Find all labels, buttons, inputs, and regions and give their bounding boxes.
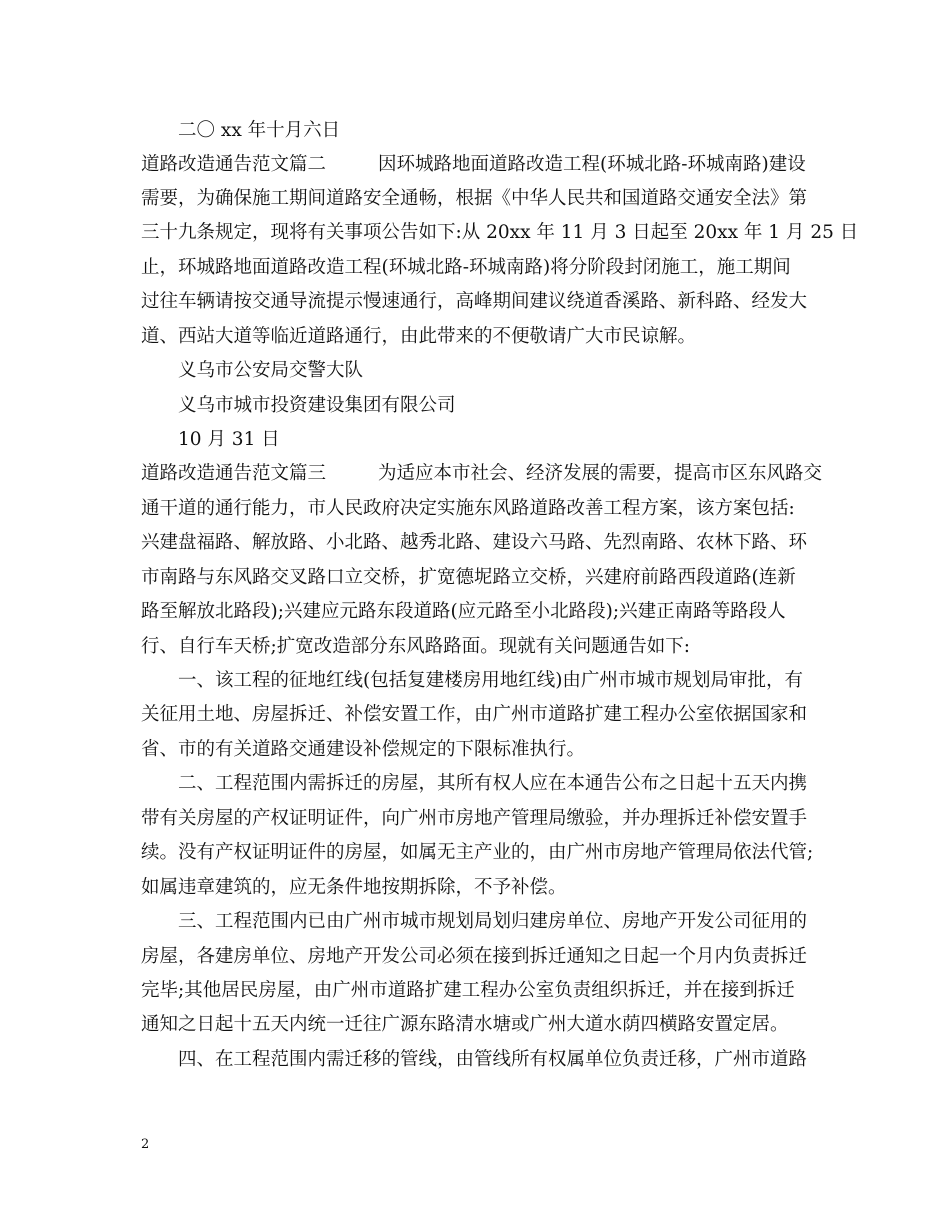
text-line: 止，环城路地面道路改造工程(环城北路-环城南路)将分阶段封闭施工，施工期间 [141, 257, 791, 278]
text-line: 道、西站大道等临近道路通行，由此带来的不便敬请广大市民谅解。 [141, 326, 697, 347]
text-line: 完毕;其他居民房屋，由广州市道路扩建工程办公室负责组织拆迁，并在接到拆迁 [141, 980, 795, 1001]
text-line: 通知之日起十五天内统一迁往广源东路清水塘或广州大道水荫四横路安置定居。 [141, 1014, 789, 1035]
text-line [141, 153, 806, 177]
text-line: 四、在工程范围内需迁移的管线，由管线所有权属单位负责迁移，广州市道路 [178, 1049, 808, 1070]
text-line: 关征用土地、房屋拆迁、补偿安置工作，由广州市道路扩建工程办公室依据国家和 [141, 704, 808, 725]
text-line: 省、市的有关道路交通建设补偿规定的下限标准执行。 [141, 739, 586, 760]
text-line: 房屋，各建房单位、房地产开发公司必须在接到拆迁通知之日起一个月内负责拆迁 [141, 946, 808, 967]
text-line: 二、工程范围内需拆迁的房屋，其所有权人应在本通告公布之日起十五天内携 [178, 773, 808, 794]
text-line: 三十九条规定，现将有关事项公告如下:从 20xx 年 11 月 3 日起至 20xx 年 1 月 25 日 [141, 222, 859, 243]
signature-line: 义乌市公安局交警大队 [178, 360, 364, 381]
text-line [141, 462, 822, 486]
section-heading: 道路改造通告范文篇二 [141, 154, 327, 175]
text-line: 过往车辆请按交通导流提示慢速通行，高峰期间建议绕道香溪路、新科路、经发大 [141, 291, 808, 312]
text-line: 行、自行车天桥;扩宽改造部分东风路路面。现就有关问题通告如下: [141, 636, 690, 657]
text-line: 市南路与东风路交叉路口立交桥，扩宽德坭路立交桥，兴建府前路西段道路(连新 [141, 567, 796, 588]
section-heading: 道路改造通告范文篇三 [141, 463, 327, 484]
text-line-continuation: 因环城路地面道路改造工程(环城北路-环城南路)建设 [378, 154, 806, 175]
text-line: 通干道的通行能力，市人民政府决定实施东风路道路改善工程方案，该方案包括: [141, 498, 795, 519]
text-line: 一、该工程的征地红线(包括复建楼房用地红线)由广州市城市规划局审批，有 [178, 670, 803, 691]
page-number: 2 [141, 1137, 150, 1152]
text-line: 如属违章建筑的，应无条件地按期拆除，不予补偿。 [141, 877, 567, 898]
text-line: 兴建盘福路、解放路、小北路、越秀北路、建设六马路、先烈南路、农林下路、环 [141, 532, 808, 553]
text-line: 三、工程范围内已由广州市城市规划局划归建房单位、房地产开发公司征用的 [178, 911, 808, 932]
text-line-continuation: 为适应本市社会、经济发展的需要，提高市区东风路交 [378, 463, 823, 484]
text-line: 带有关房屋的产权证明证件，向广州市房地产管理局缴验，并办理拆迁补偿安置手 [141, 808, 808, 829]
text-line: 二〇 xx 年十月六日 [178, 120, 341, 141]
text-line: 续。没有产权证明证件的房屋，如属无主产业的，由广州市房地产管理局依法代管; [141, 842, 814, 863]
signature-line: 义乌市城市投资建设集团有限公司 [178, 395, 456, 416]
text-line: 路至解放北路段);兴建应元路东段道路(应元路至小北路段);兴建正南路等路段人 [141, 601, 786, 622]
text-line: 需要，为确保施工期间道路安全通畅，根据《中华人民共和国道路交通安全法》第 [141, 188, 808, 209]
date-line: 10 月 31 日 [178, 429, 280, 450]
